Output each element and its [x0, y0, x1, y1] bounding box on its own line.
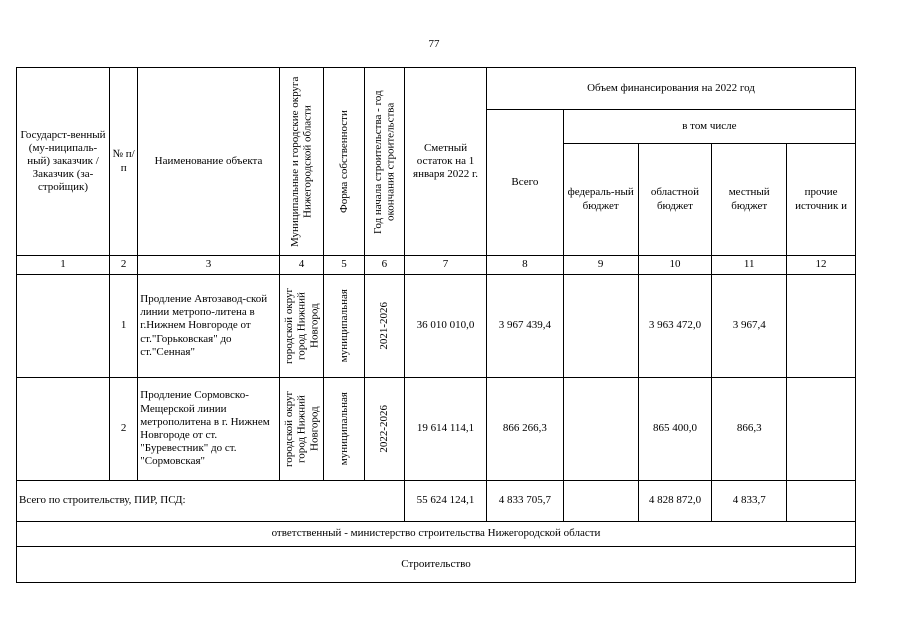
header-balance: Сметный остаток на 1 января 2022 г.	[405, 68, 487, 256]
row-municipality: городской округ город Нижний Новгород	[279, 275, 323, 378]
header-municipality: Муниципальные и городские округа Нижегородской области	[279, 68, 323, 256]
totals-label: Всего по строительству, ПИР, ПСД:	[17, 481, 405, 522]
row-ownership: муниципальная	[324, 275, 364, 378]
row-object-name: Продление Автозавод-ской линии метропо-литена в г.Нижнем Новгороде от ст."Горьковская" до ст."Сенная"	[138, 275, 280, 378]
row-other	[787, 378, 856, 481]
table-row	[17, 378, 856, 481]
column-number: 11	[712, 256, 787, 275]
column-number: 8	[486, 256, 563, 275]
row-federal	[563, 378, 638, 481]
column-number: 12	[787, 256, 856, 275]
column-number: 9	[563, 256, 638, 275]
column-number: 6	[364, 256, 404, 275]
column-number: 5	[324, 256, 364, 275]
totals-local: 4 833,7	[712, 481, 787, 522]
row-other	[787, 275, 856, 378]
row-num: 1	[109, 275, 137, 378]
row-federal	[563, 275, 638, 378]
page-number: 77	[428, 38, 440, 50]
header-num: № п/п	[109, 68, 137, 256]
row-municipality: городской округ город Нижний Новгород	[279, 378, 323, 481]
column-number: 4	[279, 256, 323, 275]
column-numbers-row	[17, 256, 856, 275]
row-local: 3 967,4	[712, 275, 787, 378]
header-ownership: Форма собственности	[324, 68, 364, 256]
row-balance: 36 010 010,0	[405, 275, 487, 378]
row-ownership: муниципальная	[324, 378, 364, 481]
header-other: прочие источник и	[787, 144, 856, 256]
totals-balance: 55 624 124,1	[405, 481, 487, 522]
section-title: Строительство	[17, 547, 856, 583]
row-customer	[17, 378, 110, 481]
header-local: местный бюджет	[712, 144, 787, 256]
row-total: 3 967 439,4	[486, 275, 563, 378]
header-regional: областной бюджет	[638, 144, 712, 256]
financing-table	[16, 67, 856, 583]
header-total: Всего	[486, 110, 563, 256]
header-customer: Государст-венный (му-ниципаль-ный) заказчик / Заказчик (за-стройщик)	[17, 68, 110, 256]
row-regional: 3 963 472,0	[638, 275, 712, 378]
table-row	[17, 275, 856, 378]
header-financing: Объем финансирования на 2022 год	[486, 68, 855, 110]
column-number: 3	[138, 256, 280, 275]
row-local: 866,3	[712, 378, 787, 481]
row-customer	[17, 275, 110, 378]
row-years: 2022-2026	[364, 378, 404, 481]
column-number: 10	[638, 256, 712, 275]
row-years: 2021-2026	[364, 275, 404, 378]
header-federal: федераль-ный бюджет	[563, 144, 638, 256]
column-number: 1	[17, 256, 110, 275]
totals-other	[787, 481, 856, 522]
header-including: в том числе	[563, 110, 855, 144]
responsible-row: ответственный - министерство строительства Нижегородской области	[17, 522, 856, 547]
row-object-name: Продление Сормовско-Мещерской линии метрополитена в г. Нижнем Новгороде от ст. "Буревестник" до ст. "Сормовская"	[138, 378, 280, 481]
column-number: 2	[109, 256, 137, 275]
column-number: 7	[405, 256, 487, 275]
row-balance: 19 614 114,1	[405, 378, 487, 481]
row-num: 2	[109, 378, 137, 481]
row-regional: 865 400,0	[638, 378, 712, 481]
totals-regional: 4 828 872,0	[638, 481, 712, 522]
totals-row	[17, 481, 856, 522]
row-total: 866 266,3	[486, 378, 563, 481]
header-years: Год начала строительства - год окончания строительства	[364, 68, 404, 256]
header-object-name: Наименование объекта	[138, 68, 280, 256]
totals-total: 4 833 705,7	[486, 481, 563, 522]
totals-federal	[563, 481, 638, 522]
